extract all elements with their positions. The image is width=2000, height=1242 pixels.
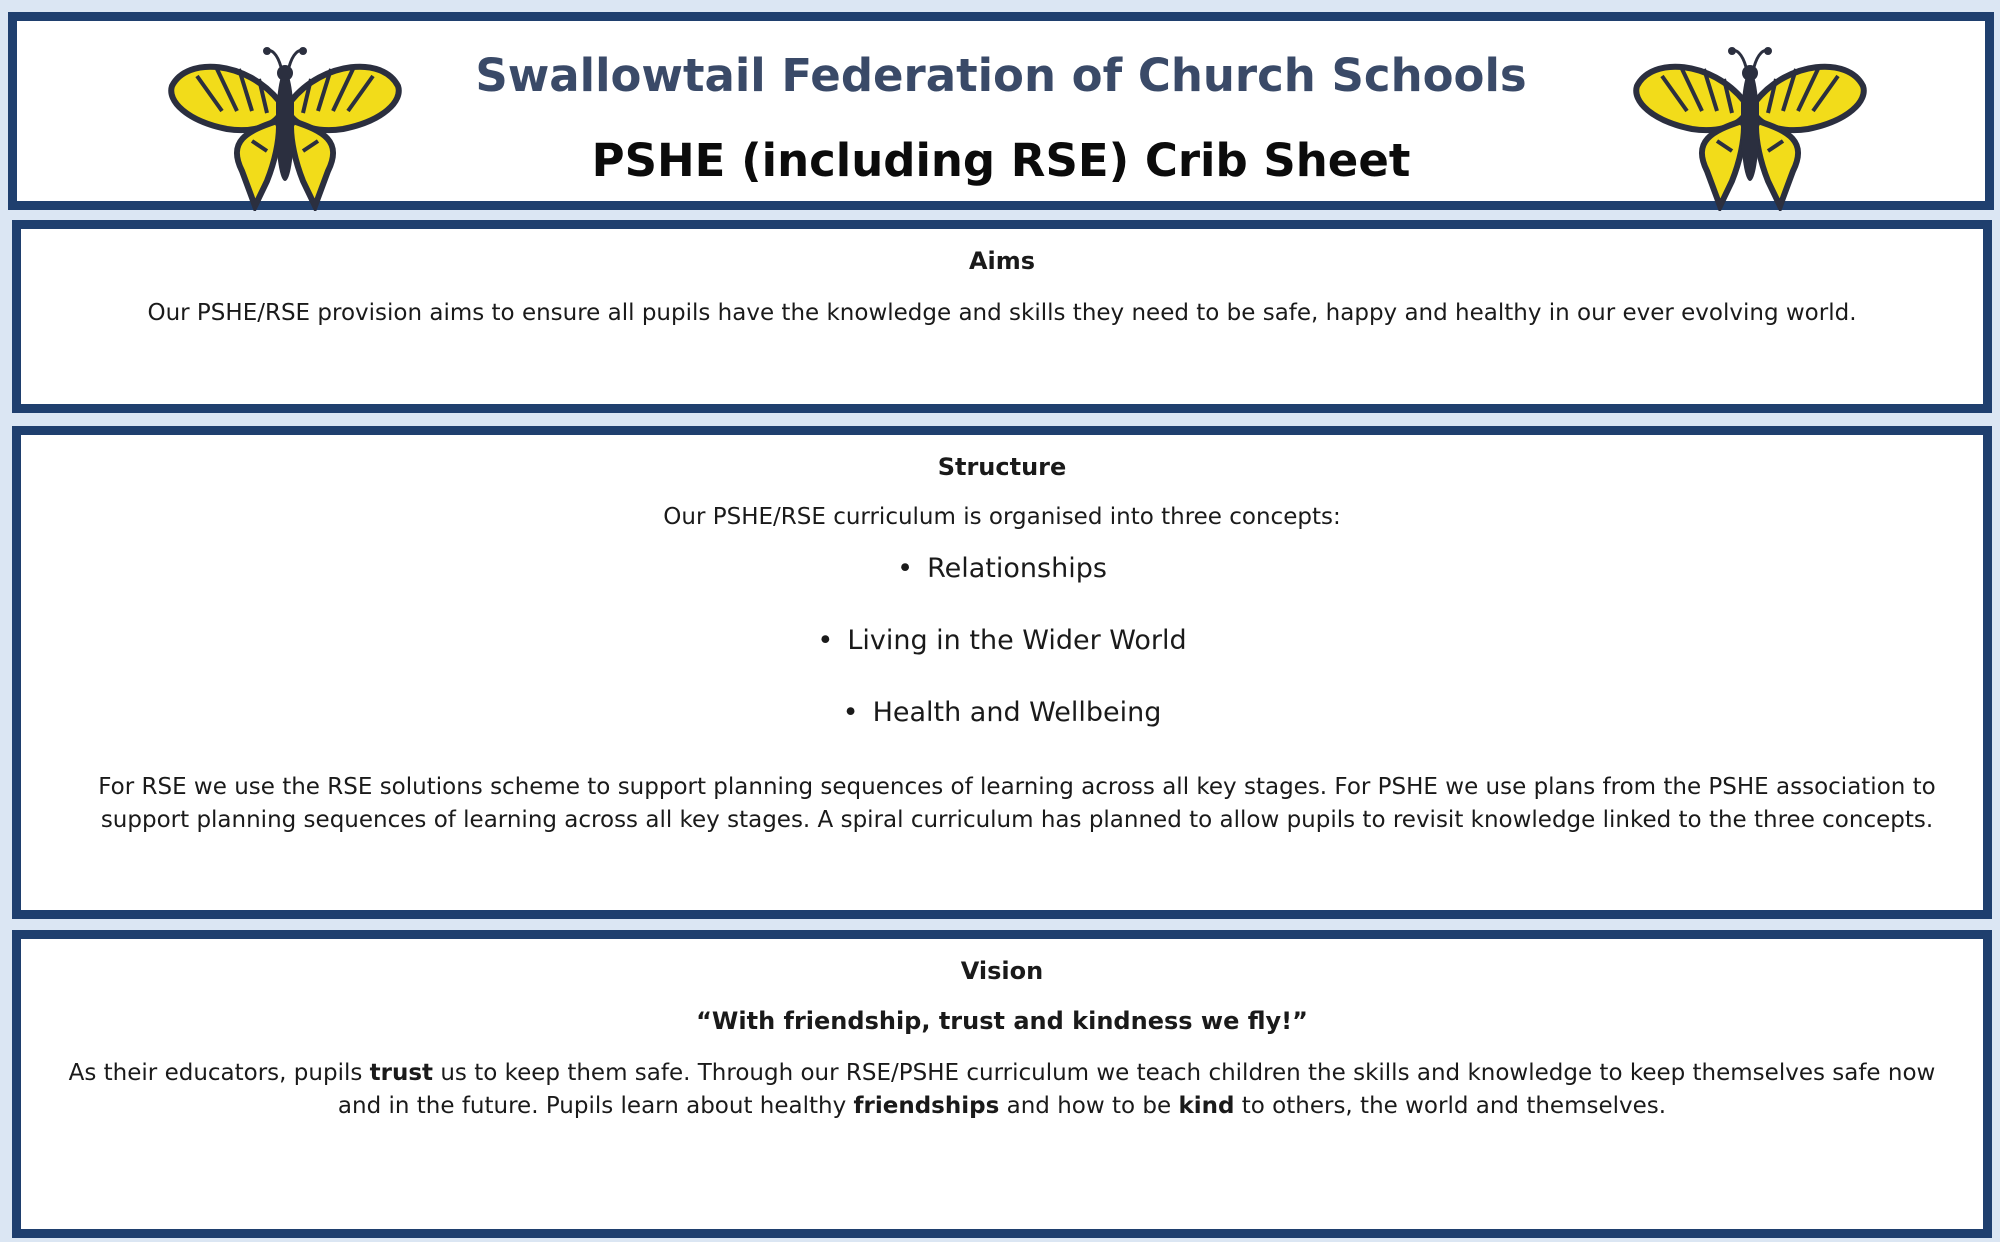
bullet-icon: • bbox=[897, 553, 914, 584]
header-panel bbox=[8, 12, 1994, 210]
subtitle-bold: PSHE (including RSE) bbox=[591, 134, 1130, 187]
bullet-icon: • bbox=[817, 625, 834, 656]
emphasis-kind: kind bbox=[1178, 1093, 1235, 1119]
structure-intro: Our PSHE/RSE curriculum is organised into three concepts: bbox=[663, 504, 1341, 530]
aims-heading: Aims bbox=[968, 247, 1036, 275]
subtitle-rest: Crib Sheet bbox=[1144, 134, 1411, 187]
structure-text: For RSE we use the RSE solutions scheme to support planning sequences of learning across all key stages. For PSHE we use plans from the PSHE association to support planning sequences of learning across all key stages. A spiral curriculum has planned to allow pupils to revisit knowledge linked to the three concepts. bbox=[98, 774, 1936, 833]
vision-motto: “With friendship, trust and kindness we fly!” bbox=[696, 1007, 1308, 1035]
concept-list-item: • Relationships bbox=[897, 553, 1107, 584]
structure-panel bbox=[12, 426, 1992, 919]
structure-heading: Structure bbox=[937, 453, 1067, 481]
concept-list-item: • Living in the Wider World bbox=[817, 625, 1187, 656]
concept-list-item: • Health and Wellbeing bbox=[842, 697, 1162, 728]
vision-panel bbox=[12, 930, 1992, 1238]
aims-text: Our PSHE/RSE provision aims to ensure all pupils have the knowledge and skills they need to be safe, happy and healthy in our ever evolving world. bbox=[147, 300, 1857, 326]
bullet-icon: • bbox=[842, 697, 859, 728]
emphasis-trust: trust bbox=[369, 1060, 434, 1086]
emphasis-friendships: friendships bbox=[853, 1093, 1000, 1119]
vision-heading: Vision bbox=[960, 957, 1044, 985]
butterfly-icon bbox=[1632, 41, 1868, 211]
page-title: Swallowtail Federation of Church Schools bbox=[475, 49, 1527, 102]
vision-text: As their educators, pupils trust us to keep them safe. Through our RSE/PSHE curriculum we teach children the skills and knowledge to keep themselves safe now and in the future. Pupils learn about healthy friendships and how to be kind to others, the world and themselves. bbox=[68, 1060, 1936, 1119]
aims-panel bbox=[12, 220, 1992, 413]
